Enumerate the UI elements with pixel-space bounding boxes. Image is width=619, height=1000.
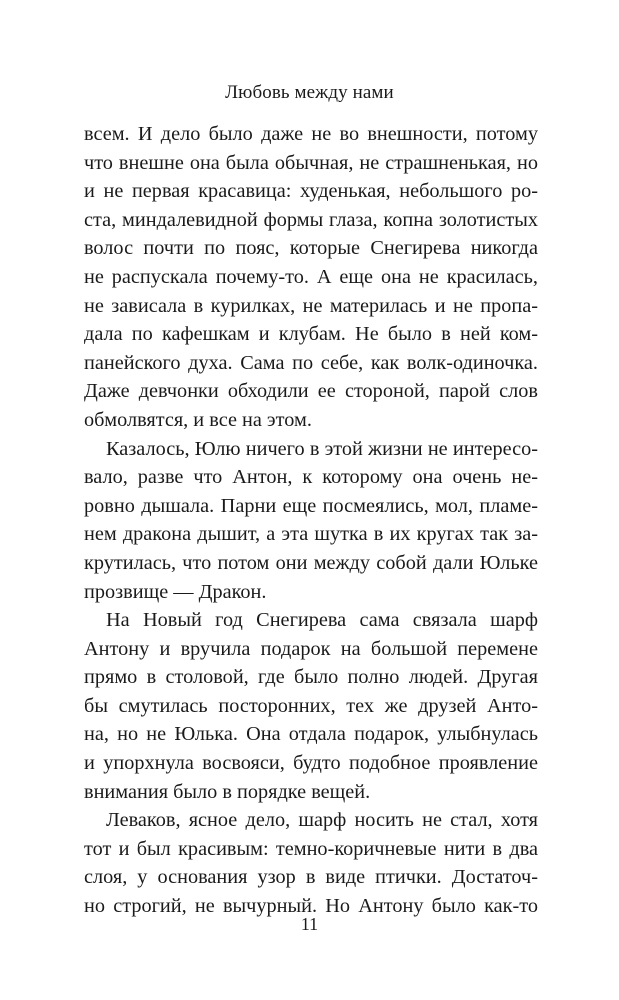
text-line: волос почти по пояс, которые Снегирева никогда	[84, 237, 538, 260]
text-line: не распускала почему-то. А еще она не красилась,	[84, 265, 538, 288]
text-line: тот и был красивым: темно-коричневые нити в два	[84, 837, 538, 860]
text-line: нем дракона дышит, а эта шутка в их кругах так за-	[84, 523, 538, 546]
text-line: ста, миндалевидной формы глаза, копна золотистых	[84, 208, 538, 231]
text-line: крутилась, что потом они между собой дали Юльке	[84, 551, 538, 574]
text-line: На Новый год Снегирева сама связала шарф	[106, 609, 538, 632]
text-line: вало, разве что Антон, к которому она очень не-	[84, 466, 538, 489]
text-line: что внешне она была обычная, не страшненькая, но	[84, 151, 538, 174]
body-text	[84, 120, 538, 921]
text-line: не зависала в курилках, не материлась и не пропа-	[84, 294, 538, 317]
text-line: и не первая красавица: худенькая, небольшого ро-	[84, 180, 538, 203]
text-line: слоя, у основания узор в виде птички. Достаточ-	[84, 866, 538, 889]
text-line: прозвище — Дракон.	[84, 580, 267, 603]
text-line: Даже девчонки обходили ее стороной, парой слов	[84, 380, 538, 403]
text-line: Леваков, ясное дело, шарф носить не стал, хотя	[106, 809, 538, 832]
text-line: прямо в столовой, где было полно людей. Другая	[84, 666, 538, 689]
running-head: Любовь между нами	[225, 82, 394, 103]
text-line: Антону и вручила подарок на большой перемене	[84, 637, 538, 660]
text-line: панейского духа. Сама по себе, как волк-одиночка.	[84, 351, 538, 374]
text-line: бы смутилась посторонних, тех же друзей Анто-	[84, 694, 538, 717]
text-line: внимания было в порядке вещей.	[84, 780, 371, 803]
text-line: и упорхнула восвояси, будто подобное проявление	[84, 752, 538, 775]
text-line: ровно дышала. Парни еще посмеялись, мол, пламе-	[84, 494, 538, 517]
text-line: но строгий, не вычурный. Но Антону было как-то	[84, 895, 538, 918]
text-line: обмолвятся, и все на этом.	[84, 408, 312, 431]
page-number: 11	[300, 914, 319, 934]
text-line: на, но не Юлька. Она отдала подарок, улыбнулась	[84, 723, 538, 746]
text-line: всем. И дело было даже не во внешности, потому	[84, 123, 538, 145]
text-line: дала по кафешкам и клубам. Не было в ней ком-	[84, 323, 538, 346]
text-line: Казалось, Юлю ничего в этой жизни не интересо-	[106, 437, 538, 460]
